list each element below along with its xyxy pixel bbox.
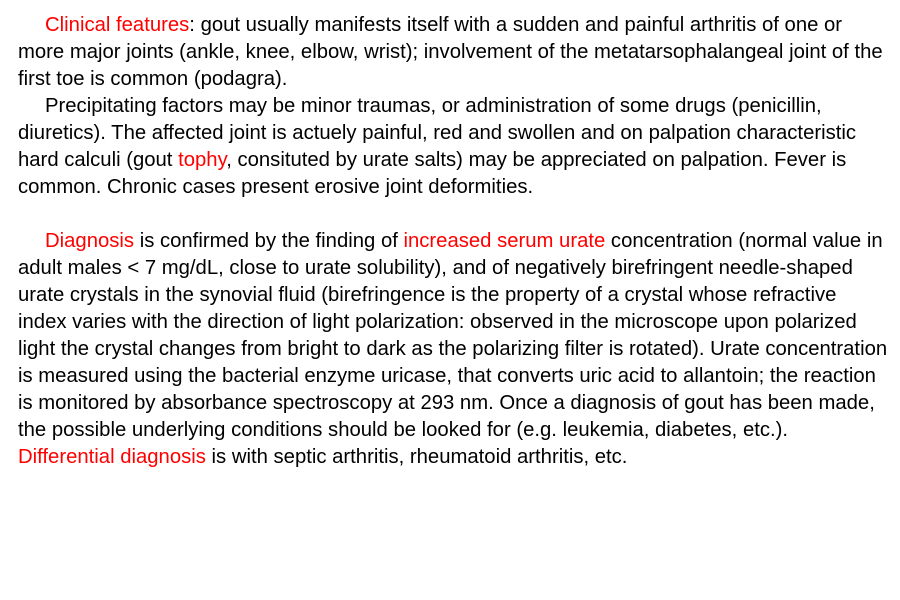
- diagnosis-text-3: is with septic arthritis, rheumatoid arthritis, etc.: [205, 446, 628, 468]
- document-page: [18, 12, 888, 471]
- diagnosis-text-2: concentration (normal value in adult males < 7 mg/dL, close to urate solubility), and of negatively birefringent needle-shaped urate crystals in the synovial fluid (birefringence is the property of a crystal whose refractive index varies with the direction of light polarization: observed in the microscope upon polarized light the crystal changes from bright to dark as the polarizing filter is rotated). Urate concentration is measured using the bacterial enzyme uricase, that converts uric acid to allantoin; the reaction is monitored by absorbance spectroscopy at 293 nm. Once a diagnosis of gout has been made, the possible underlying conditions should be looked for (e.g. leukemia, diabetes, etc.).: [18, 230, 888, 441]
- precipitating-text-after: , consituted by urate salts) may be appreciated on palpation. Fever is common. Chronic cases present erosive joint deformities.: [18, 149, 847, 198]
- diagnosis-text-1: is confirmed by the finding of: [134, 230, 404, 252]
- clinical-features-text: : gout usually manifests itself with a sudden and painful arthritis of one or more major joints (ankle, knee, elbow, wrist); involvement of the metatarsophalangeal joint of the first toe is common (podagra).: [18, 14, 883, 90]
- precipitating-factors-paragraph: [18, 93, 888, 201]
- tophy-term: tophy: [178, 149, 227, 171]
- paragraph-spacer: [18, 201, 888, 228]
- precipitating-text-before: Precipitating factors may be minor traumas, or administration of some drugs (penicillin, diuretics). The affected joint is actuely painful, red and swollen and on palpation characteristic hard calculi (gout: [18, 95, 857, 171]
- clinical-features-term: Clinical features: [45, 14, 190, 36]
- diagnosis-paragraph: [18, 228, 888, 471]
- clinical-features-paragraph: [18, 12, 888, 93]
- differential-diagnosis-term: Differential diagnosis: [18, 446, 206, 468]
- diagnosis-term: Diagnosis: [45, 230, 135, 252]
- serum-urate-term: increased serum urate: [403, 230, 606, 252]
